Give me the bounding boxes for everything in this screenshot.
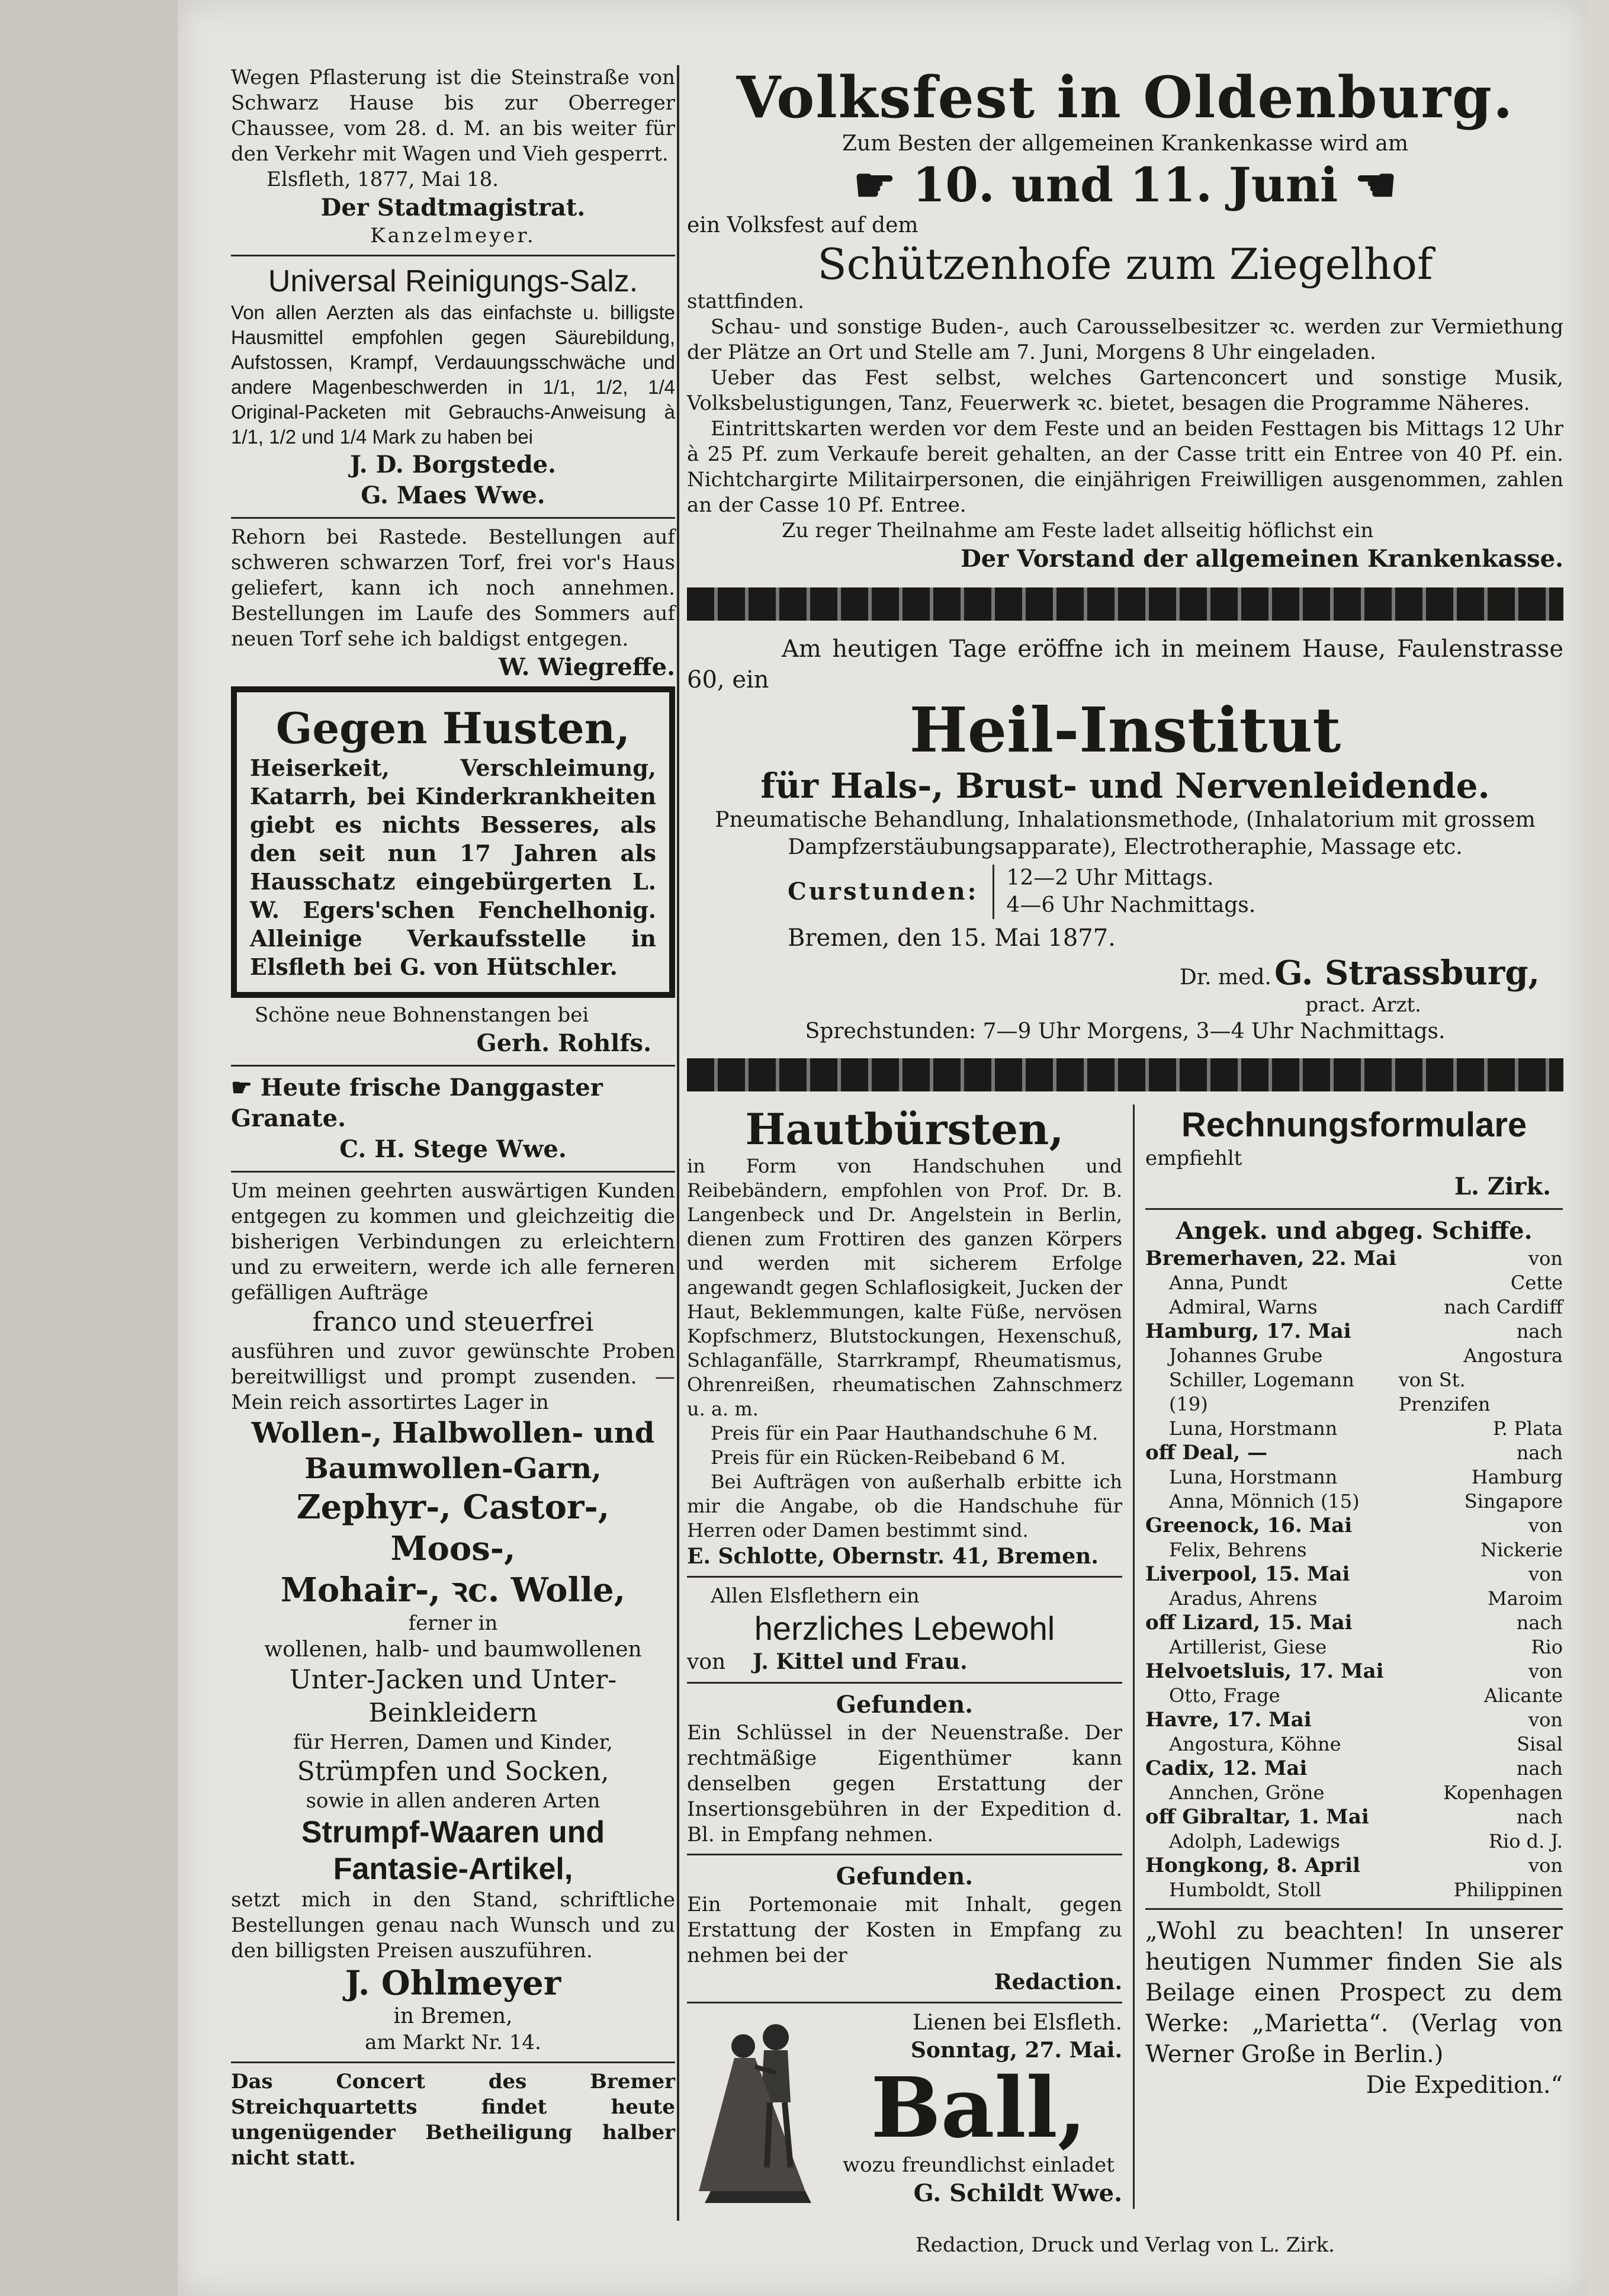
ball-day: Sonntag, 27. Mai.	[910, 2038, 1122, 2063]
lebewohl-line	[687, 1648, 1122, 1676]
ship-row	[1145, 1756, 1563, 1781]
ohlmeyer-name: J. Ohlmeyer	[345, 1964, 561, 2003]
ship-entry: Artillerist, Giese	[1169, 1636, 1327, 1658]
ship-row	[1145, 1781, 1563, 1805]
ship-row	[1145, 1732, 1563, 1756]
fuer-text: für Herren, Damen und Kinder,	[293, 1730, 613, 1754]
pflaster-date: Elsfleth, 1877, Mai 18.	[266, 168, 499, 191]
rechnung-title: Rechnungsformulare	[1181, 1106, 1527, 1144]
ship-row	[1145, 1829, 1563, 1854]
volksfest-date	[687, 158, 1563, 212]
pflaster-name: Kanzelmeyer.	[370, 224, 536, 248]
divider	[231, 1065, 675, 1067]
lower-right-subcolumn	[1135, 1104, 1563, 2209]
ship-row	[1145, 1684, 1563, 1708]
rechnung-text: empfiehlt	[1145, 1147, 1242, 1170]
divider	[231, 1171, 675, 1173]
ship-entry: Humboldt, Stoll	[1169, 1878, 1322, 1901]
volksfest-place: Schützenhofe zum Ziegelhof	[817, 239, 1433, 289]
ball-text: wozu freundlichst einladet	[843, 2153, 1115, 2177]
ship-entry: Hongkong, 8. April	[1145, 1854, 1360, 1877]
ship-entry: Hamburg, 17. Mai	[1145, 1319, 1351, 1343]
ship-entry: Liverpool, 15. Mai	[1145, 1562, 1350, 1586]
wolle-line-1: Wollen-, Halbwollen- und	[251, 1417, 655, 1450]
curstunden-time-2: 4—6 Uhr Nachmittags.	[1006, 893, 1256, 917]
kunden-text: Um meinen geehrten auswärtigen Kunden entgegen zu kommen und gleichzeitig die bisherigen Verbindungen zu erleichtern und zu erweitern, werde ich alle ferneren gefälligen Aufträge	[231, 1179, 675, 1305]
ball-text-block	[835, 2009, 1122, 2209]
ship-entry: Annchen, Gröne	[1169, 1781, 1325, 1804]
heil-title: Heil-Institut	[909, 693, 1341, 766]
ship-row	[1145, 1659, 1563, 1684]
ship-row	[1145, 1295, 1563, 1319]
volksfest-p1: Schau- und sonstige Buden-, auch Carousselbesitzer ꝛc. werden zur Vermiethung der Plätze an Ort und Stelle am 7. Juni, Morgens 8 Uhr eingeladen.	[687, 315, 1563, 364]
volksfest-line-1: Zum Besten der allgemeinen Krankenkasse wird am	[842, 131, 1408, 156]
ship-row	[1145, 1368, 1563, 1417]
torf-sign: W. Wiegreffe.	[498, 653, 675, 681]
schiffe-title: Angek. und abgeg. Schiffe.	[1176, 1217, 1533, 1245]
ornamental-rule	[687, 587, 1563, 621]
volksfest-p3: Eintrittskarten werden vor dem Feste und an beiden Festtagen bis Mittags 12 Uhr à 25 Pf. zum Verkaufe bereit gehalten, an der Casse tritt ein Entree von 40 Pf. ein. Nichtchargirte Militairpersonen, die einjährigen Freiwilligen ausgenommen, zahlen an der Casse 10 Pf. Entree.	[687, 417, 1563, 517]
curstunden-block	[788, 865, 1563, 919]
pflaster-notice: Wegen Pflasterung ist die Steinstraße von Schwarz Hause bis zur Oberreger Chaussee, vom 28. d. M. an bis weiter für den Verkehr mit Wagen und Vieh gesperrt.	[231, 66, 675, 166]
jacken-text: Unter-Jacken und Unter-Beinkleidern	[289, 1665, 617, 1728]
divider	[1145, 1908, 1563, 1910]
ball-title: Ball,	[871, 2060, 1087, 2157]
granate-text: ☛ Heute frische Danggaster Granate.	[231, 1074, 603, 1132]
concert-text: Das Concert des Bremer Streichquartetts findet heute ungenügender Betheiligung halber nicht statt.	[231, 2070, 675, 2170]
ship-entry: Havre, 17. Mai	[1145, 1708, 1312, 1732]
ship-row	[1145, 1489, 1563, 1514]
ship-row	[1145, 1562, 1563, 1587]
ship-entry: Luna, Horstmann	[1169, 1417, 1338, 1440]
ship-destination: Nickerie	[1480, 1539, 1563, 1561]
right-column	[687, 65, 1563, 2209]
ship-row	[1145, 1514, 1563, 1538]
lower-section	[687, 1104, 1563, 2209]
haut-sign: E. Schlotte, Obernstr. 41, Bremen.	[687, 1544, 1099, 1569]
ship-destination: Alicante	[1484, 1684, 1563, 1707]
salz-seller-2: G. Maes Wwe.	[361, 481, 545, 509]
sowie-text: sowie in allen anderen Arten	[306, 1789, 600, 1813]
ship-row	[1145, 1635, 1563, 1659]
ohlmeyer-addr: am Markt Nr. 14.	[365, 2031, 541, 2054]
ship-destination: Singapore	[1464, 1490, 1563, 1513]
beachten-text: „Wohl zu beachten! In unserer heutigen Nummer finden Sie als Beilage einen Prospect zu dem Werke: „Marietta“. (Verlag von Werner Große in Berlin.)	[1145, 1918, 1563, 2068]
ship-entry: Bremerhaven, 22. Mai	[1145, 1247, 1396, 1270]
found-1-text: Ein Schlüssel in der Neuenstraße. Der rechtmäßige Eigenthümer kann denselben gegen Erstattung der Insertionsgebühren in der Expedition d. Bl. in Empfang nehmen.	[687, 1721, 1122, 1847]
ship-row	[1145, 1538, 1563, 1562]
ship-destination: nach	[1516, 1320, 1563, 1343]
pflaster-sign: Der Stadtmagistrat.	[320, 194, 586, 221]
ship-destination: von	[1528, 1854, 1563, 1877]
ship-destination: Angostura	[1463, 1344, 1563, 1367]
ship-destination: Hamburg	[1471, 1466, 1563, 1488]
wolle-line-4: Mohair-, ꝛc. Wolle,	[280, 1571, 626, 1610]
volksfest-p4: Zu reger Theilnahme am Feste ladet allseitig höflichst ein	[782, 519, 1374, 542]
found-2-text: Ein Portemonaie mit Inhalt, gegen Erstattung der Kosten in Empfang zu nehmen bei der	[687, 1893, 1122, 1967]
divider	[687, 2002, 1122, 2003]
ship-list	[1145, 1247, 1563, 1902]
ship-entry: off Lizard, 15. Mai	[1145, 1611, 1353, 1635]
pointing-hand-icon: ☚	[1338, 157, 1397, 213]
ship-row	[1145, 1319, 1563, 1344]
ship-row	[1145, 1587, 1563, 1611]
curstunden-time-1: 12—2 Uhr Mittags.	[1006, 866, 1214, 890]
ship-destination: von	[1528, 1514, 1563, 1537]
ship-entry: Aradus, Ahrens	[1169, 1587, 1318, 1610]
ship-entry: Otto, Frage	[1169, 1684, 1280, 1707]
strumpf-line-1: Strumpf-Waaren und	[301, 1815, 605, 1849]
heil-dr: Dr. med.	[1179, 965, 1271, 990]
husten-ad-box	[231, 686, 675, 998]
ball-sign: G. Schildt Wwe.	[913, 2179, 1122, 2207]
ship-destination: Sisal	[1517, 1733, 1563, 1755]
salz-text: Von allen Aerzten als das einfachste u. billigste Hausmittel empfohlen gegen Säurebildung, Aufstossen, Krampf, Verdauungsschwäche und andere Magenbeschwerden in 1/1, 1/2, 1/4 Original-Packeten mit Gebrauchs-Anweisung à 1/1, 1/2 und 1/4 Mark zu haben bei	[231, 301, 675, 448]
heil-subtitle: für Hals-, Brust- und Nervenleidende.	[760, 766, 1490, 806]
ship-destination: von	[1528, 1660, 1563, 1682]
bohnen-sign: Gerh. Rohlfs.	[476, 1029, 651, 1057]
column-divider	[677, 65, 679, 2221]
curstunden-label: Curstunden:	[788, 878, 979, 905]
ship-row	[1145, 1465, 1563, 1489]
husten-title: Gegen Husten,	[275, 703, 631, 753]
ship-destination: nach	[1516, 1441, 1563, 1464]
ship-destination: Rio d. J.	[1488, 1830, 1563, 1852]
ship-entry: off Gibraltar, 1. Mai	[1145, 1805, 1369, 1829]
wolle-line-2: Baumwollen-Garn,	[304, 1452, 602, 1485]
lebewohl-von: von	[687, 1650, 726, 1674]
ship-entry: Anna, Pundt	[1169, 1271, 1287, 1294]
ship-destination: Philippinen	[1453, 1878, 1563, 1901]
salz-title: Universal Reinigungs-Salz.	[268, 264, 638, 298]
volksfest-title: Volksfest in Oldenburg.	[736, 64, 1514, 131]
ship-destination: P. Plata	[1492, 1417, 1563, 1440]
heil-date: Bremen, den 15. Mai 1877.	[788, 924, 1116, 952]
ship-destination: Cette	[1510, 1271, 1563, 1294]
divider	[231, 255, 675, 256]
ship-destination: nach Cardiff	[1444, 1296, 1563, 1318]
volksfest-line-2: ein Volksfest auf dem	[687, 213, 918, 237]
bohnen-text: Schöne neue Bohnenstangen bei	[255, 1003, 589, 1027]
heil-text: Pneumatische Behandlung, Inhalationsmethode, (Inhalatorium mit grossem Dampfzerstäubungsapparate), Electrotheraphie, Massage etc.	[715, 808, 1536, 859]
pointing-hand-icon: ☛	[853, 157, 913, 213]
volksfest-statt: stattfinden.	[687, 290, 804, 313]
ship-destination: von	[1528, 1247, 1563, 1270]
ship-entry: Schiller, Logemann (19)	[1169, 1369, 1354, 1415]
lebewohl-name: J. Kittel und Frau.	[752, 1649, 968, 1674]
rechnung-sign: L. Zirk.	[1454, 1173, 1551, 1200]
lebewohl-pre: Allen Elsflethern ein	[711, 1584, 920, 1608]
haut-title: Hautbürsten,	[745, 1104, 1064, 1154]
ferner-text: ferner in	[408, 1611, 498, 1635]
ship-row	[1145, 1247, 1563, 1271]
ship-entry: Johannes Grube	[1169, 1344, 1323, 1367]
ship-destination: Kopenhagen	[1443, 1781, 1563, 1804]
ship-destination: Rio	[1531, 1636, 1563, 1658]
ship-destination: nach	[1516, 1806, 1563, 1828]
heil-arzt: pract. Arzt.	[1305, 993, 1421, 1017]
haut-price-2: Preis für ein Rücken-Reibeband 6 M.	[711, 1446, 1066, 1469]
ship-entry: Adolph, Ladewigs	[1169, 1830, 1340, 1852]
lower-left-subcolumn	[687, 1104, 1135, 2209]
left-column	[231, 65, 675, 2171]
strumpf-line-2: Fantasie-Artikel,	[333, 1852, 573, 1886]
ship-destination: nach	[1516, 1611, 1563, 1634]
ship-row	[1145, 1878, 1563, 1902]
heil-sprechstunden: Sprechstunden: 7—9 Uhr Morgens, 3—4 Uhr Nachmittags.	[805, 1019, 1446, 1043]
ship-entry: Felix, Behrens	[1169, 1539, 1307, 1561]
volksfest-sign: Der Vorstand der allgemeinen Krankenkasse.	[961, 545, 1563, 573]
ball-place: Lienen bei Elsfleth.	[913, 2011, 1122, 2035]
imprint-footer: Redaction, Druck und Verlag von L. Zirk.	[916, 2233, 1335, 2257]
ship-row	[1145, 1271, 1563, 1295]
ship-entry: Greenock, 16. Mai	[1145, 1514, 1353, 1537]
ship-entry: Luna, Horstmann	[1169, 1466, 1338, 1488]
ship-row	[1145, 1344, 1563, 1368]
ship-entry: off Deal, —	[1145, 1441, 1268, 1465]
ornamental-rule	[687, 1058, 1563, 1091]
struempfe-text: Strümpfen und Socken,	[297, 1756, 609, 1787]
ball-ad	[687, 2009, 1122, 2209]
found-2-sign: Redaction.	[994, 1970, 1122, 1995]
haut-price-3: Bei Aufträgen von außerhalb erbitte ich mir die Angabe, ob die Handschuhe für Herren oder Damen bestimmt sind.	[687, 1470, 1122, 1542]
ship-entry: Anna, Mönnich (15)	[1169, 1490, 1360, 1513]
wolle-line-3: Zephyr-, Castor-, Moos-,	[296, 1488, 610, 1568]
ship-entry: Cadix, 12. Mai	[1145, 1756, 1308, 1780]
ship-destination: von	[1528, 1709, 1563, 1731]
franco-text: franco und steuerfrei	[312, 1307, 594, 1337]
scan-margin	[0, 0, 178, 2296]
ship-row	[1145, 1441, 1563, 1465]
ship-entry: Angostura, Köhne	[1169, 1733, 1341, 1755]
heil-signature	[687, 953, 1563, 993]
ship-row	[1145, 1417, 1563, 1441]
salz-seller-1: J. D. Borgstede.	[349, 451, 557, 479]
heil-intro: Am heutigen Tage eröffne ich in meinem Hause, Faulenstrasse 60, ein	[687, 635, 1563, 693]
husten-text: Heiserkeit, Verschleimung, Katarrh, bei Kinderkrankheiten giebt es nichts Besseres, als den seit nun 17 Jahren als Hausschatz eingebürgerten L. W. Egers'schen Fenchelhonig. Alleinige Verkaufsstelle in Elsfleth bei G. von Hütschler.	[250, 754, 656, 980]
franco-detail: ausführen und zuvor gewünschte Proben bereitwilligst und prompt zusenden. — Mein reich assortirtes Lager in	[231, 1340, 675, 1414]
ship-destination: nach	[1516, 1757, 1563, 1780]
torf-text: Rehorn bei Rastede. Bestellungen auf schweren schwarzen Torf, frei vor's Haus geliefert, kann ich noch annehmen. Bestellungen im Laufe des Sommers auf neuen Torf sehe ich baldigst entgegen.	[231, 525, 675, 651]
haut-price-1: Preis für ein Paar Hauthandschuhe 6 M.	[711, 1422, 1099, 1444]
divider	[687, 1854, 1122, 1855]
ship-row	[1145, 1854, 1563, 1878]
found-1-title: Gefunden.	[836, 1691, 974, 1719]
curstunden-times	[993, 865, 1255, 919]
heil-name: G. Strassburg,	[1274, 953, 1540, 993]
jacken-pre: wollenen, halb- und baumwollenen	[264, 1637, 642, 1662]
ship-destination: Maroim	[1488, 1587, 1563, 1610]
ship-entry: Admiral, Warns	[1169, 1296, 1318, 1318]
haut-text: in Form von Handschuhen und Reibebändern, empfohlen von Prof. Dr. B. Langenbeck und Dr. Angelstein in Berlin, dienen zum Frottiren des ganzen Körpers und werden mit sicherem Erfolge angewandt gegen Schlaflosigkeit, Jucken der Haut, Beklemmungen, kalte Füße, nervösen Kopfschmerz, Blutstockungen, Hexenschuß, Schlaganfälle, Starrkrampf, Rheumatismus, Ohrenreißen, rheumatischen Zahnschmerz u. a. m.	[687, 1155, 1122, 1420]
divider	[231, 2061, 675, 2063]
ship-entry: Helvoetsluis, 17. Mai	[1145, 1659, 1384, 1683]
divider	[687, 1682, 1122, 1684]
ohlmeyer-city: in Bremen,	[393, 2004, 513, 2028]
ship-row	[1145, 1708, 1563, 1732]
ship-row	[1145, 1611, 1563, 1635]
volksfest-date-text: 10. und 11. Juni	[912, 157, 1338, 213]
lebewohl-title: herzliches Lebewohl	[754, 1610, 1055, 1647]
ship-row	[1145, 1805, 1563, 1829]
beachten-sign: Die Expedition.“	[1366, 2072, 1563, 2099]
dancing-couple-illustration	[687, 2014, 835, 2209]
volksfest-p2: Ueber das Fest selbst, welches Gartenconcert und sonstige Musik, Volksbelustigungen, Tanz, Feuerwerk ꝛc. bietet, besagen die Programme Näheres.	[687, 366, 1563, 415]
divider	[231, 517, 675, 519]
ship-destination: von St. Prenzifen	[1398, 1369, 1491, 1415]
setzt-text: setzt mich in den Stand, schriftliche Bestellungen genau nach Wunsch und zu den billigsten Preisen auszuführen.	[231, 1888, 675, 1963]
divider	[687, 1576, 1122, 1578]
divider	[1145, 1208, 1563, 1210]
found-2-title: Gefunden.	[836, 1863, 974, 1890]
granate-sign: C. H. Stege Wwe.	[339, 1135, 567, 1163]
ship-destination: von	[1528, 1563, 1563, 1585]
